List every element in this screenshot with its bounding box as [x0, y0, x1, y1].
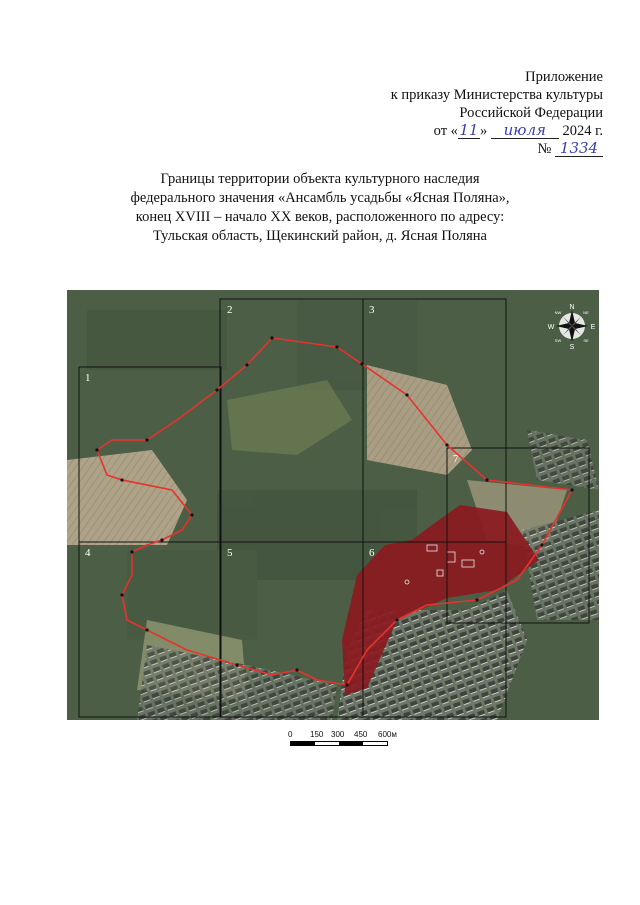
- sheet-label-3: 3: [369, 304, 375, 316]
- appendix-title: Приложение: [525, 69, 603, 85]
- scale-label-150: 150: [310, 730, 324, 739]
- scale-label-300: 300: [331, 730, 345, 739]
- sheet-label-2: 2: [227, 304, 233, 316]
- appendix-date: от «11» июля 2024 г.: [433, 121, 603, 139]
- appendix-number: № 1334: [391, 140, 603, 158]
- scale-bar: [288, 730, 408, 758]
- date-year: 2024 г.: [562, 123, 603, 139]
- svg-text:N: N: [569, 304, 575, 311]
- order-number: 1334: [555, 141, 603, 157]
- scale-label-0: 0: [288, 730, 293, 739]
- svg-text:SW: SW: [554, 338, 562, 343]
- svg-text:SE: SE: [583, 338, 589, 343]
- svg-text:NE: NE: [583, 310, 589, 315]
- scale-label-600: 600м: [378, 730, 397, 739]
- svg-text:S: S: [569, 344, 575, 351]
- boundary-map: [67, 290, 599, 720]
- sheet-label-5: 5: [227, 547, 233, 559]
- appendix-ministry: Российской Федерации: [459, 105, 603, 121]
- document-title: Границы территории объекта культурного наследия федерального значения «Ансамбль усадьбы «Ясная Поляна», конец XVIII – начало XX веков, расположенного по адресу: Тульская область, Щекинский район, д. Ясная Поляна: [130, 171, 510, 244]
- sheet-label-4: 4: [85, 547, 91, 559]
- scale-bar-segments: [290, 741, 388, 746]
- svg-text:W: W: [547, 324, 555, 331]
- sheet-label-7: 7: [453, 453, 459, 465]
- date-month: июля: [491, 123, 559, 139]
- appendix-block: [391, 68, 603, 158]
- svg-text:NW: NW: [554, 310, 562, 315]
- svg-text:E: E: [590, 324, 596, 331]
- sheet-label-6: 6: [369, 547, 375, 559]
- scale-label-450: 450: [354, 730, 368, 739]
- sheet-label-1: 1: [85, 372, 91, 384]
- appendix-order: к приказу Министерства культуры: [390, 87, 603, 103]
- date-day: 11: [459, 121, 479, 139]
